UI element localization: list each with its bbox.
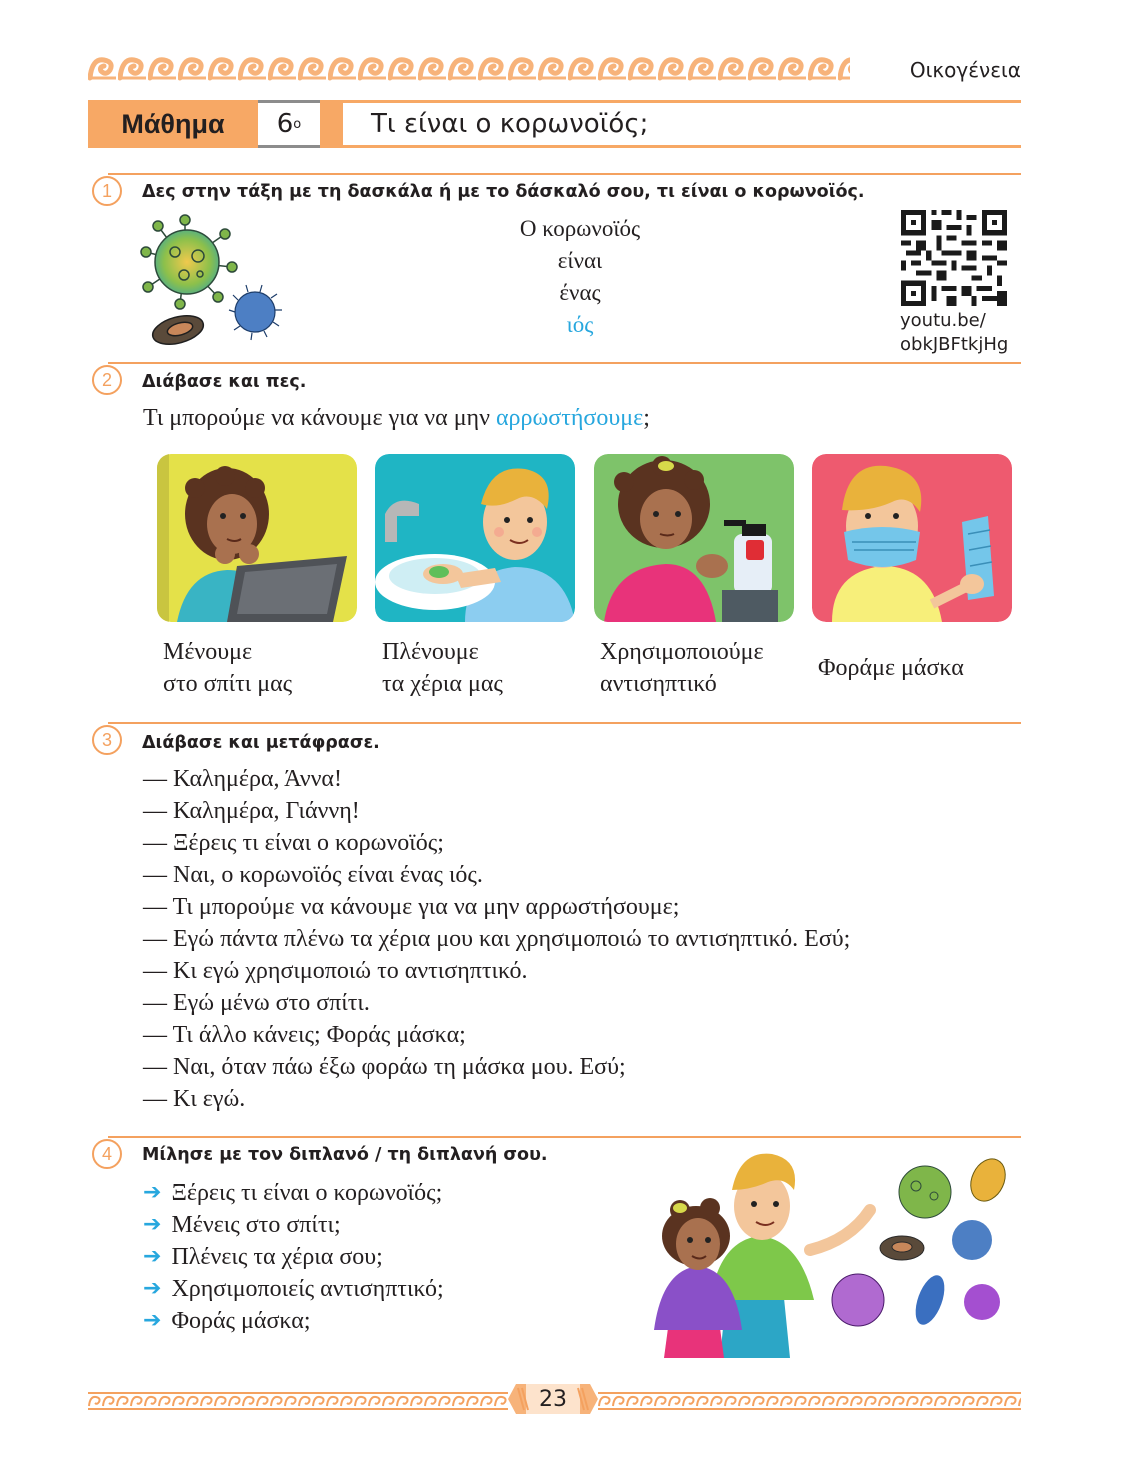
question-list [143,1177,444,1337]
footer-border-right [598,1392,1021,1410]
list-item [143,1241,444,1273]
section-2-number: 2 [92,365,122,395]
video-link-line: obkJBFtkjHg [900,334,1009,355]
list-item [143,1177,444,1209]
caption-line: τα χέρια μας [382,671,503,697]
dialog-line: — Καλημέρα, Άννα! [143,766,342,792]
qr-code-icon[interactable] [901,210,1007,306]
intro-highlight: ιός [566,312,594,337]
caption-line: αντισηπτικό [600,671,717,697]
section-3-title: Διάβασε και μετάφρασε. [142,733,380,753]
arrow-right-icon: ➔ [143,1244,162,1269]
page-number: 23 [539,1386,567,1412]
dialog [143,763,850,1115]
section-3-rule [108,722,1021,724]
stay-home-image [157,454,357,622]
page-number-badge [508,1384,598,1414]
section-4-number: 4 [92,1139,122,1169]
dialog-line: — Τι μπορούμε να κάνουμε για να μην αρρωστήσουμε; [143,894,680,920]
card-caption-2 [382,636,503,700]
section-1-number: 1 [92,176,122,206]
section-2-question [143,405,650,432]
intro-text [480,213,680,341]
card-caption-4 [818,652,964,684]
lesson-number [258,100,320,148]
mask-image [812,454,1012,622]
question-item: Χρησιμοποιείς αντισηπτικό; [171,1276,444,1302]
lesson-title [343,100,1021,148]
list-item [143,1273,444,1305]
lesson-header-divider [320,100,343,148]
question-mark: ; [643,405,650,431]
footer-border-left [88,1392,508,1410]
lesson-number-suffix: ο [293,116,302,132]
section-1-title: Δες στην τάξη με τη δασκάλα ή με το δάσκαλό σου, τι είναι ο κορωνοϊός. [142,182,865,202]
arrow-right-icon: ➔ [143,1308,162,1333]
card-caption-3 [600,636,764,700]
lesson-title-text: Τι είναι ο κορωνοϊός; [371,109,649,139]
video-link-line: youtu.be/ [900,310,986,331]
card-caption-1 [163,636,292,700]
dialog-line: — Κι εγώ χρησιμοποιώ το αντισηπτικό. [143,958,528,984]
video-link[interactable] [900,309,1008,357]
caption-line: Μένουμε [163,639,253,665]
section-1-rule [108,173,1021,175]
lesson-number-value: 6 [276,109,294,139]
dialog-line: — Εγώ μένω στο σπίτι. [143,990,370,1016]
top-wave-border [88,52,850,82]
list-item [143,1305,444,1337]
chapter-title: Οικογένεια [909,58,1021,82]
caption-line: Φοράμε μάσκα [818,655,964,681]
caption-line: Πλένουμε [382,639,479,665]
intro-line: Ο κορωνοϊός [519,216,641,241]
question-item: Μένεις στο σπίτι; [171,1212,341,1238]
question-item: Φοράς μάσκα; [171,1308,311,1334]
sanitizer-image [594,454,794,622]
section-4-rule [108,1136,1021,1138]
question-item: Ξέρεις τι είναι ο κορωνοϊός; [171,1180,443,1206]
arrow-right-icon: ➔ [143,1180,162,1205]
dialog-line: — Ναι, όταν πάω έξω φοράω τη μάσκα μου. Εσύ; [143,1054,626,1080]
question-highlight: αρρωστήσουμε [495,405,644,431]
wash-hands-image [375,454,575,622]
children-illustration [640,1150,1020,1358]
dialog-line: — Καλημέρα, Γιάννη! [143,798,360,824]
lesson-label: Μάθημα [88,100,258,148]
dialog-line: — Ξέρεις τι είναι ο κορωνοϊός; [143,830,444,856]
list-item [143,1209,444,1241]
intro-line: ένας [559,280,601,305]
dialog-line: — Ναι, ο κορωνοϊός είναι ένας ιός. [143,862,483,888]
intro-line: είναι [557,248,603,273]
question-text: Τι μπορούμε να κάνουμε για να μην [143,405,496,431]
caption-line: στο σπίτι μας [163,671,293,697]
dialog-line: — Τι άλλο κάνεις; Φοράς μάσκα; [143,1022,466,1048]
arrow-right-icon: ➔ [143,1212,162,1237]
section-2-rule [108,362,1021,364]
dialog-line: — Εγώ πάντα πλένω τα χέρια μου και χρησιμοποιώ το αντισηπτικό. Εσύ; [143,926,851,952]
section-2-title: Διάβασε και πες. [142,372,307,392]
virus-icon [140,212,290,350]
caption-line: Χρησιμοποιούμε [600,639,764,665]
question-item: Πλένεις τα χέρια σου; [171,1244,383,1270]
arrow-right-icon: ➔ [143,1276,162,1301]
section-4-title: Μίλησε με τον διπλανό / τη διπλανή σου. [142,1145,548,1165]
dialog-line: — Κι εγώ. [143,1086,246,1112]
section-3-number: 3 [92,725,122,755]
